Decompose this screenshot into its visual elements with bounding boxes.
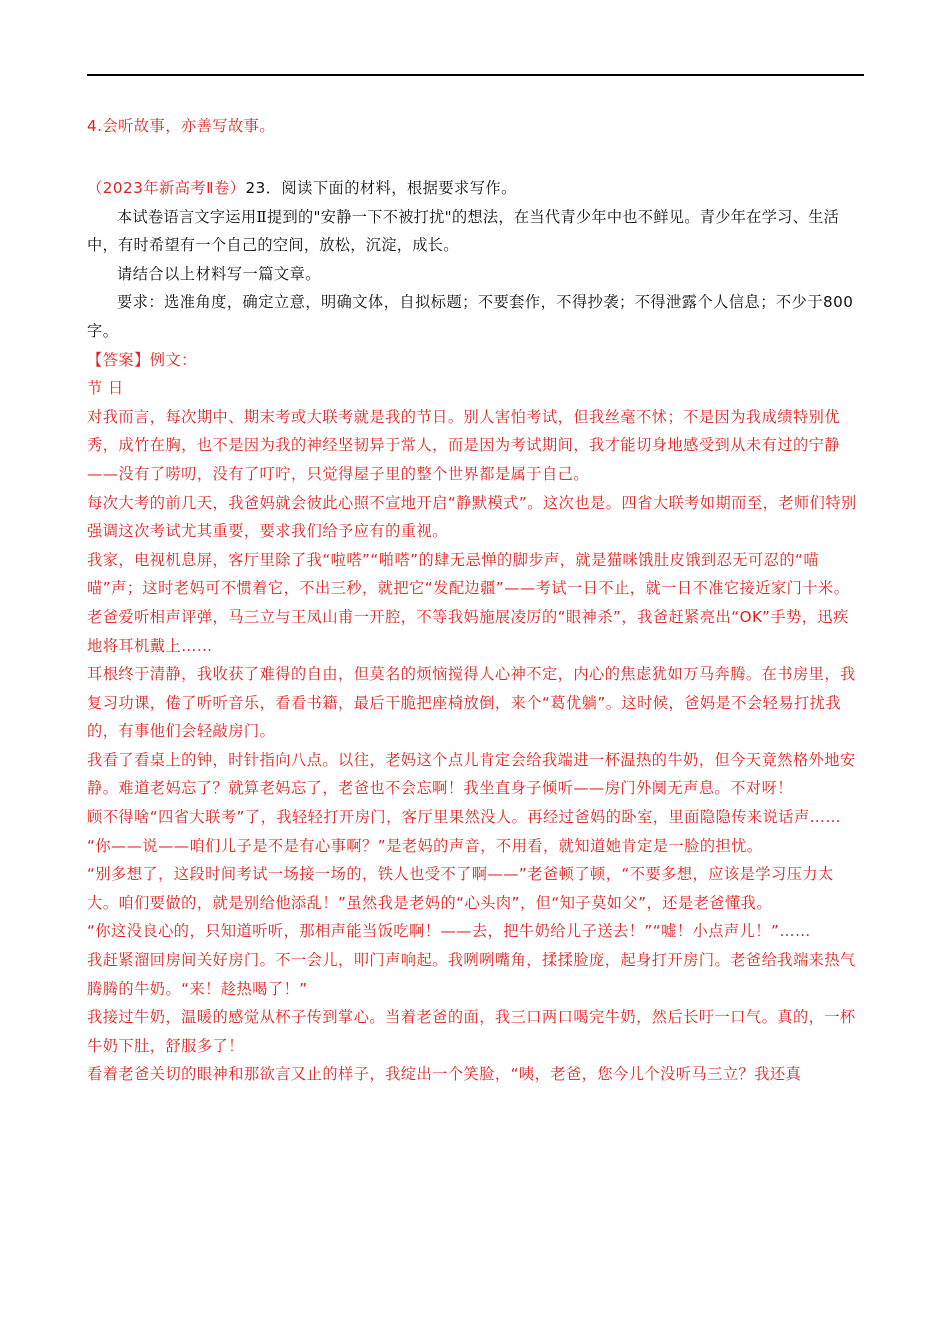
question-source: （2023年新高考Ⅱ卷） [87, 179, 246, 197]
essay-paragraph: “别多想了，这段时间考试一场接一场的，铁人也受不了啊——”老爸顿了顿，“不要多想，应该是学习压力太大。咱们要做的，就是别给他添乱！”虽然我是老妈的“心头肉”，但“知子莫如父”，还是老爸懂我。 [87, 865, 834, 912]
essay-paragraph: 我接过牛奶，温暖的感觉从杯子传到掌心。当着老爸的面，我三口两口喝完牛奶，然后长吁一口气。真的，一杯牛奶下肚，舒服多了！ [87, 1008, 856, 1055]
question-header [87, 174, 860, 203]
essay-paragraph: 看着老爸关切的眼神和那欲言又止的样子，我绽出一个笑脸，“咦，老爸，您今儿个没听马三立？我还真 [87, 1065, 802, 1084]
answer-tag: 【答案】 [87, 350, 150, 369]
essay-paragraph: 对我而言，每次期中、期末考或大联考就是我的节日。别人害怕考试，但我丝毫不怵；不是因为我成绩特别优秀，成竹在胸，也不是因为我的神经坚韧异于常人，而是因为考试期间，我才能切身地感受到从未有过的宁静——没有了唠叨，没有了叮咛，只觉得屋子里的整个世界都是属于自己。 [87, 407, 840, 483]
header-rule [87, 74, 864, 76]
question-material: 本试卷语言文字运用Ⅱ提到的"安静一下不被打扰"的想法，在当代青少年中也不鲜见。青少年在学习、生活中，有时希望有一个自己的空间，放松，沉淀，成长。 [87, 207, 840, 255]
answer-label: 例文： [149, 350, 197, 369]
essay-title: 节 日 [87, 379, 124, 398]
spacer [87, 140, 860, 174]
document-body [87, 112, 860, 1089]
question-prompt: 23．阅读下面的材料，根据要求写作。 [245, 179, 517, 197]
essay-paragraph: “你这没良心的，只知道听听，那相声能当饭吃啊！——去，把牛奶给儿子送去！”“嘘！小点声儿！”…… [87, 922, 811, 941]
essay-paragraph: 每次大考的前几天，我爸妈就会彼此心照不宣地开启“静默模式”。这次也是。四省大联考如期而至，老师们特别强调这次考试尤其重要，要求我们给予应有的重视。 [87, 493, 857, 541]
question-instruction: 请结合以上材料写一篇文章。 [117, 264, 321, 283]
answer-header [87, 346, 860, 375]
section-heading: 4.会听故事，亦善写故事。 [87, 117, 276, 135]
question-requirements: 要求：选准角度，确定立意，明确文体，自拟标题；不要套作，不得抄袭；不得泄露个人信息；不少于800字。 [87, 293, 854, 340]
essay-paragraph: 耳根终于清静，我收获了难得的自由，但莫名的烦恼搅得人心神不定，内心的焦虑犹如万马奔腾。在书房里，我复习功课，倦了听听音乐，看看书籍，最后干脆把座椅放倒，来个“葛优躺”。这时候，爸妈是不会轻易打扰我的，有事他们会轻敲房门。 [87, 665, 856, 741]
essay-paragraph: 顾不得啥“四省大联考”了，我轻轻打开房门，客厅里果然没人。再经过爸妈的卧室，里面隐隐传来说话声…… [87, 808, 842, 827]
essay-paragraph: “你——说——咱们儿子是不是有心事啊？”是老妈的声音，不用看，就知道她肯定是一脸的担忧。 [87, 836, 763, 855]
essay-paragraph: 我看了看桌上的钟，时针指向八点。以往，老妈这个点儿肯定会给我端进一杯温热的牛奶，但今天竟然格外地安静。难道老妈忘了？就算老妈忘了，老爸也不会忘啊！我坐直身子倾听——房门外阒无声息。不对呀！ [87, 750, 856, 798]
essay-paragraph: 我赶紧溜回房间关好房门。不一会儿，叩门声响起。我咧咧嘴角，揉揉脸庞，起身打开房门。老爸给我端来热气腾腾的牛奶。“来！趁热喝了！” [87, 951, 856, 998]
essay-paragraph: 我家，电视机息屏，客厅里除了我“啦嗒”“啪嗒”的肆无忌惮的脚步声，就是猫咪饿肚皮饿到忍无可忍的“喵喵”声；这时老妈可不惯着它，不出三秒，就把它“发配边疆”——考试一日不止，就一日不准它接近家门十米。老爸爱听相声评弹，马三立与王凤山甫一开腔，不等我妈施展凌厉的“眼神杀”，我爸赶紧亮出“OK”手势，迅疾地将耳机戴上…… [87, 550, 850, 655]
